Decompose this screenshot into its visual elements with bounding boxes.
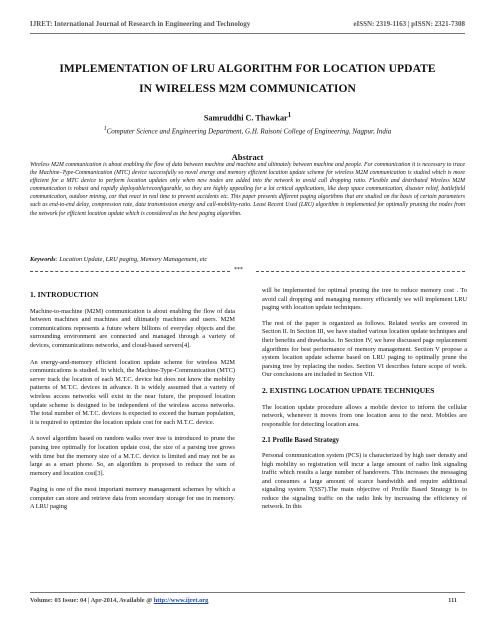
keywords — [30, 256, 465, 263]
abstract-heading: Abstract — [231, 152, 264, 162]
running-header — [30, 20, 465, 28]
abstract-text: Wireless M2M communication is about enabling the flow of data between machine and machine and ultimately between machine and people. For communication it is necessary to trace the Machine–Type-Communication (MTC) device successfully so novel energy and memory efficient location update scheme for wireless M2M communication is studied which is more efficient for a MTC device to perform location updates only when new nodes are added into the network to avoid call dropping ratio. Flexible and distributed Wireless M2M communication is robust and rapidly deployable/reconfigurable, so they are highly appealing for a lot critical applications, like deep space communication, disaster relief, battlefield communication, outdoor mining, car that react in real time to prevent accidents etc. This paper presents different paging algorithms that are studied on the basis of certain parameters such as end-to-end delay, compression rate, data transmission energy and call-mobility-ratio. Least Recent Used (LRU) algorithm is implemented for optimally pruning the nodes from the network for efficient location update which is considered as the best paging algorithm. — [30, 162, 465, 217]
intro-heading: 1. INTRODUCTION — [30, 290, 99, 299]
section-2-1-paragraph: Personal communication system (PCS) is characterized by high user density and high mobility so registration will incur a large amount of radio link signaling traffic which results a large number of handovers. This increases the messaging and consumes a large amount of scarce bandwidth and require additional signaling system 7(SS7).The main objective of Profile Based Strategy is to reduce the signaling traffic on the radio link by increasing the efficiency of network. In this — [262, 451, 467, 511]
footer-link[interactable]: http://www.ijret.org — [153, 597, 209, 604]
author-superscript: 1 — [287, 112, 292, 119]
page-number: 111 — [448, 597, 457, 604]
page-footer — [30, 597, 465, 604]
keywords-label: Keywords — [30, 256, 56, 263]
section-2-heading: 2. EXISTING LOCATION UPDATE TECHNIQUES — [262, 385, 435, 395]
separator-stars: *** — [234, 267, 243, 273]
affiliation-superscript: 1 — [103, 126, 107, 132]
footer-volume: Volume: 03 Issue: 04 | Apr-2014, Available @ — [30, 597, 154, 604]
author-affiliation — [30, 126, 465, 135]
intro-paragraph-6: The rest of the paper is organized as follows. Related works are covered in Section II. In Section III, we have studied various location update techniques and their benefits and drawbacks. In Section IV, we have discussed page replacement algorithms for best performance of memory management. Section V propose a system location update scheme based on LRU paging to optimally prune the parsing tree by replacing the nodes. Section VI describes future scope of work. Our conclusions are included in Section VII. — [262, 319, 467, 379]
footer-rule — [30, 592, 465, 593]
intro-paragraph-3: A novel algorithm based on random walks over tree is introduced to prune the parsing tree optimally for location update cost, the size of a parsing tree grows with time but the memory size of a M.T.C. device is limited and may not be as large as a smart phone. So, an algorithm is proposed to reduce the sum of memory and location cost[3]. — [30, 435, 235, 477]
journal-name: IJRET: International Journal of Research in Engineering and Technology — [30, 20, 251, 28]
intro-paragraph-1: Machine-to-machine (M2M) communication is about enabling the flow of data between machines and machines and ultimately machines and users. M2M communications represents a future where billions of everyday objects and the surrounding environment are connected and managed through a variety of devices, communications networks, and cloud-based servers[4]. — [30, 307, 235, 349]
separator-dash-left — [30, 271, 230, 272]
left-column — [30, 288, 235, 520]
author-name — [30, 112, 465, 123]
title-line-2: IN WIRELESS M2M COMMUNICATION — [139, 83, 356, 95]
paper-title — [30, 59, 465, 99]
section-2-1-heading: 2.1 Profile Based Strategy — [262, 436, 340, 445]
section-separator — [30, 268, 465, 274]
header-rule — [30, 33, 465, 34]
author-text: Samruddhi C. Thawkar — [203, 113, 288, 123]
separator-dash-right — [256, 271, 465, 272]
keywords-text: : Location Update, LRU paging, Memory Management, etc — [55, 256, 208, 263]
intro-paragraph-2: An energy-and-memory efficient location update scheme for wireless M2M communications is studied. In which, the Machine-Type-Communication (MTC) server track the location of each M.T.C. device but does not know the mobility patterns of M.T.C. devices in advance. It is widely assumed that a variety of wireless access networks will exist in the near future, the proposed location update scheme is designed to be independent of the wireless access networks. The total number of M.T.C. devices is expected to exceed the human population, it is required to optimize the location update cost for each M.T.C. device. — [30, 358, 235, 426]
title-line-1: IMPLEMENTATION OF LRU ALGORITHM FOR LOCATION UPDATE — [59, 63, 436, 75]
issn: eISSN: 2319-1163 | pISSN: 2321-7308 — [353, 20, 465, 28]
right-column — [262, 287, 467, 519]
intro-paragraph-4: Paging is one of the most important memory management schemes by which a computer can store and retrieve data from secondary storage for use in memory. A LRU paging — [30, 486, 235, 511]
intro-paragraph-5: will be implemented for optimal pruning the tree to reduce memory cost . To avoid call dropping and managing memory efficiently we will implement LRU paging with location update techniques. — [262, 287, 467, 312]
section-2-paragraph: The location update procedure allows a mobile device to inform the cellular network, whenever it moves from one location area to the next. Mobiles are responsible for detecting location area. — [262, 403, 467, 428]
affiliation-text: Computer Science and Engineering Department, G.H. Raisoni College of Engineering, Nagpur, India — [106, 127, 392, 136]
